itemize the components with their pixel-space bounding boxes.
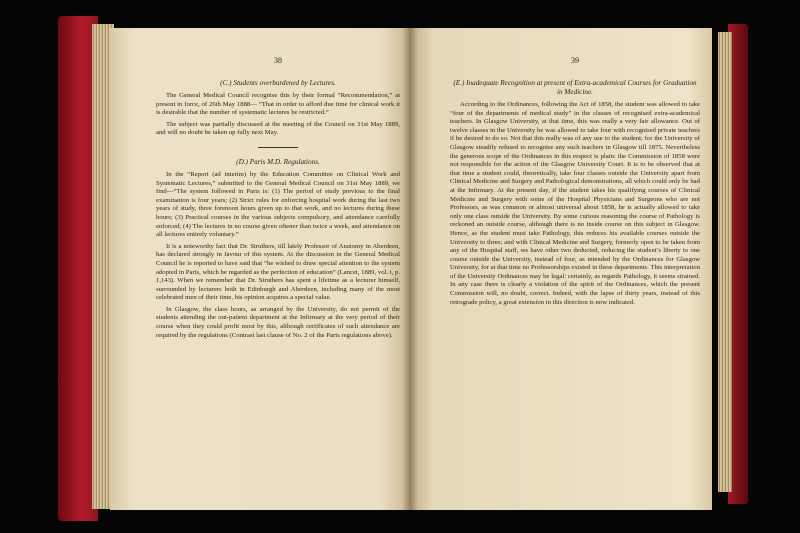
paragraph: The General Medical Council recognise this by their formal “Recommendation,” at present in force, of 26th May 1888— “That in order to afford due time for clinical work it is desirable that the number of systematic lectures be restricted.” <box>156 92 400 117</box>
paragraph: In the “Report (ad interim) by the Education Committee on Clinical Work and Systematic Lectures,” submitted to the General Medical Council on 31st May 1889, we find—“The system followed in Paris is: (1) The period of study previous to the final examination is four years; (2) Strict rules for enforcing hospital work during the last two years of study, three forenoon hours given up to that work, and no lectures during these hours; (3) Practical courses in the various subjects compulsory, and attendance carefully enforced; (4) The lectures in no course given oftener than twice a week, and attendance on all lectures entirely voluntary.” <box>156 170 400 239</box>
paragraph: In Glasgow, the class hours, as arranged by the University, do not permit of the students attending the out-patient department at the Infirmary at the very period of their course when they could profit most by this, although certificates of such attendance are required by the regulations (Contrast last clause of No. 2 of the Paris regulations above). <box>156 305 400 339</box>
section-heading: (C.) Students overburdened by Lectures. <box>220 79 336 87</box>
page-number: 39 <box>571 56 579 65</box>
right-page <box>410 28 712 510</box>
section-heading: (D.) Paris M.D. Regulations. <box>236 157 320 166</box>
right-page-content <box>450 56 700 310</box>
book-gutter <box>402 28 418 510</box>
page-edges-right <box>718 32 732 492</box>
page-number: 38 <box>274 56 282 65</box>
paragraph: The subject was partially discussed at the meeting of the Council on 31st May 1889, and will no doubt be taken up fully next May. <box>156 120 400 137</box>
section-divider <box>258 147 298 148</box>
paragraph: It is a noteworthy fact that Dr. Struthers, till lately Professor of Anatomy in Aberdeen, has declared strongly in favour of this system. At the discussion in the General Medical Council he is reported to have said that “he wished to draw special attention to the system adopted in Paris, which he regarded as the perfection of education” (Lancet, 1889, vol. i, p. 1,143). When we remember that Dr. Struthers has spent a lifetime as a lecturer himself, surrounded by lecturers both in Edinburgh and Aberdeen, including many of the most celebrated men of their time, his opinion acquires a special value. <box>156 242 400 302</box>
paragraph: According to the Ordinances, following the Act of 1858, the student was allowed to take “four of the departments of medical study” in the classes of recognised extra-academical teachers. In Glasgow University, at that time, this was really a very fair allowance. Out of twelve classes in the University he was allowed to take four with recognised private teachers if he desired to do so. Not that this really was of any use to the student; for the University of Glasgow steadily refused to recognise any such teachers in Glasgow till 1875. Nevertheless the generous scope of the Ordinances in this respect is plain: the Commission of 1858 were not responsible for the action of the Glasgow University Court. It is to be observed that at that time a student could, theoretically, take four classes outside the University apart from Clinical Medicine and Surgery and Pathological demonstrations, all which could only be had at the Infirmary. At the present day, if the student takes his qualifying courses of Clinical Medicine and Surgery with some of the Hospital Physicians and Surgeons who are not Professors, as was common or almost universal about 1858, he is actually allowed to take only one class outside the University. By some curious reasoning the course of Pathology is reckoned an outside course, although there is no inside course on this subject in Glasgow. Hence, as the student must take Pathology, this reduces his available courses outside the University to three; and with Clinical Medicine and Surgery, formerly open to be taken from any of the Hospital staff, we have other two deducted, reducing the student’s liberty to one course outside the University, instead of four, as intended by the Ordinances for Glasgow University, for at that time no Professorships existed in these departments. This interpretation of the University Ordinances may be legal: certainly, as regards Pathology, it seems strained. In any case there is clearly a violation of the spirit of the Ordinances, which the present Commission will, no doubt, correct. Indeed, with the lapse of thirty years, instead of this retrograde policy, a great extension in this direction is now indicated. <box>450 101 700 306</box>
left-page-content <box>156 56 400 343</box>
section-heading: (E.) Inadequate Recognition at present of Extra-academical Courses for Graduation in Medicine. <box>453 79 697 96</box>
open-book <box>58 10 748 530</box>
left-page <box>110 28 410 510</box>
